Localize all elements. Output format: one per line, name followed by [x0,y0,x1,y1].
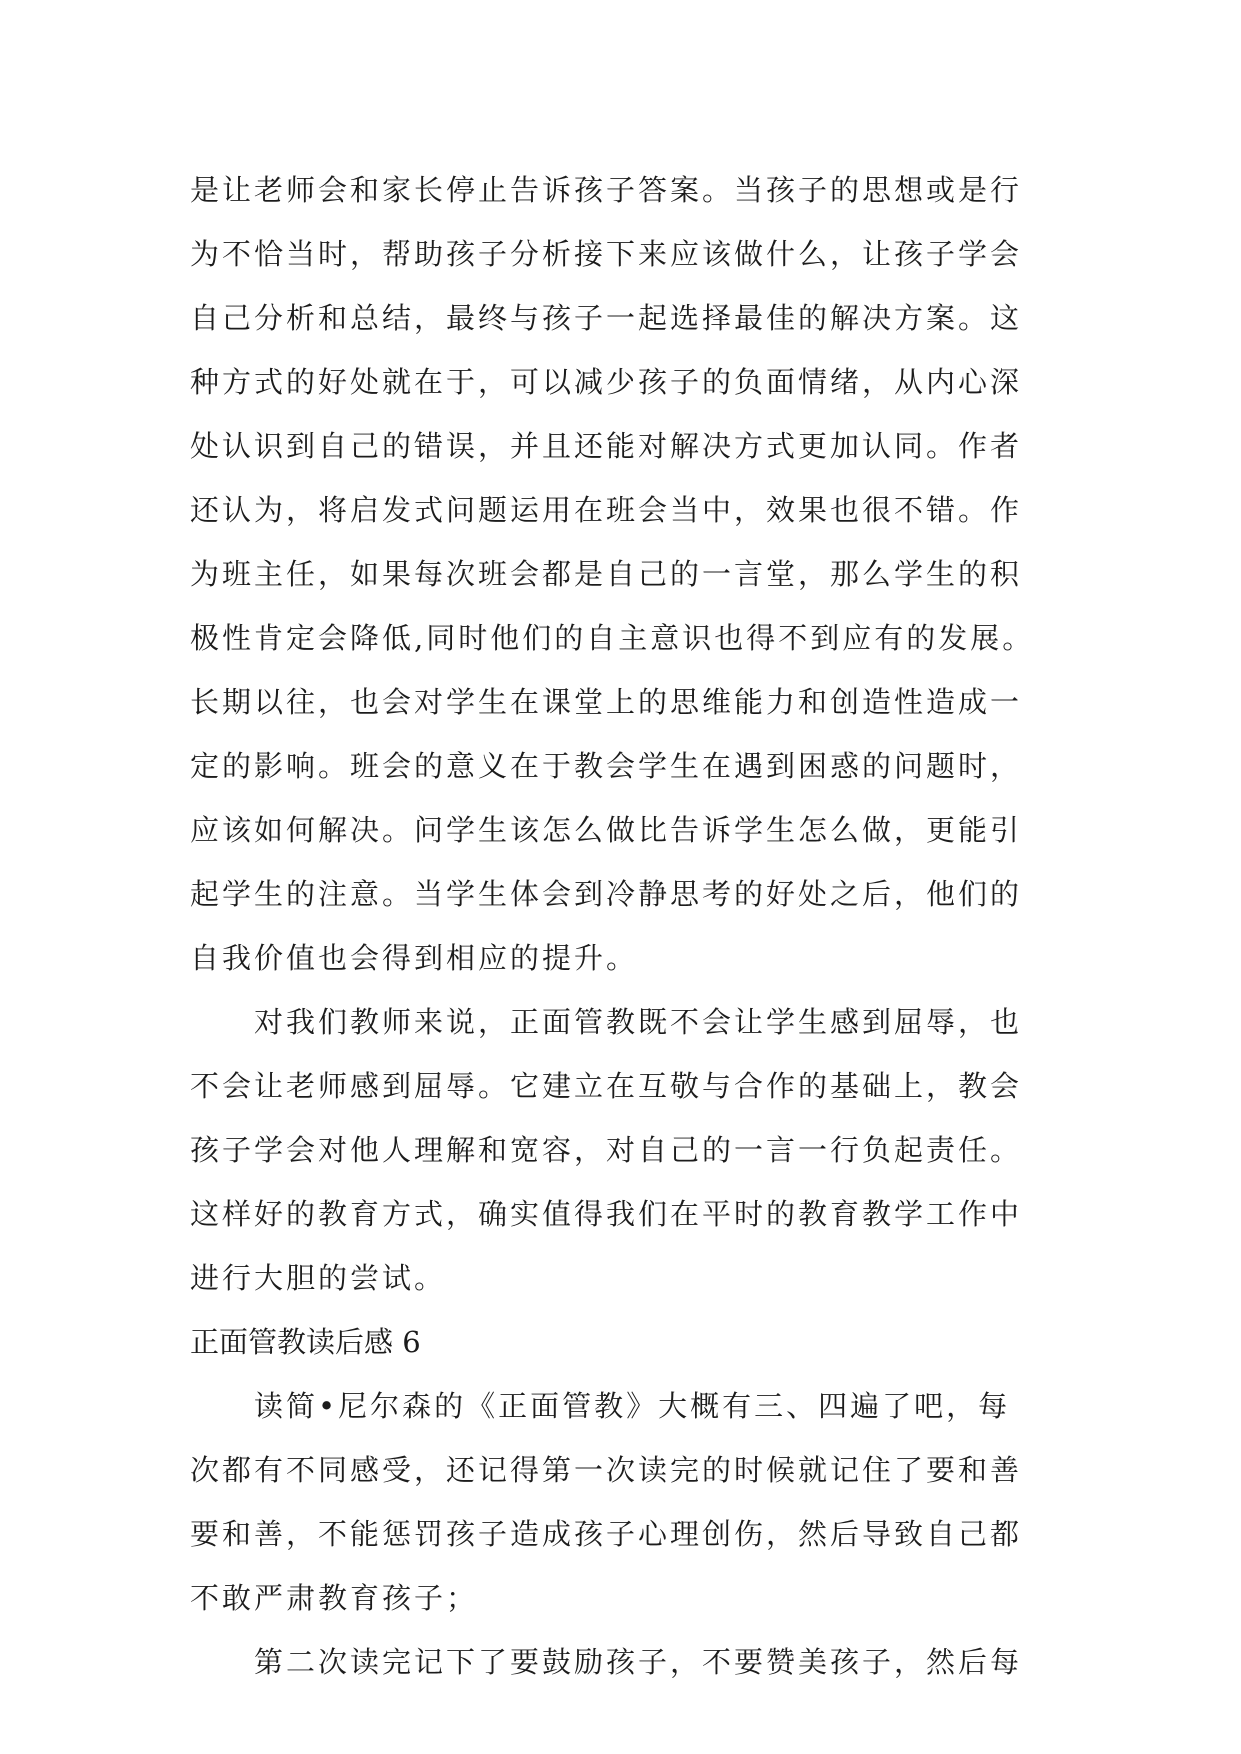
paragraph-first-line: 对我们教师来说，正面管教既不会让学生感到屈辱，也 [254,1005,1023,1039]
text-line: 定的影响。班会的意义在于教会学生在遇到困惑的问题时， [190,749,1023,783]
text-line: 处认识到自己的错误，并且还能对解决方式更加认同。作者 [190,429,1023,463]
text-line: 还认为，将启发式问题运用在班会当中，效果也很不错。作 [190,493,1023,527]
text-line: 这样好的教育方式，确实值得我们在平时的教育教学工作中 [190,1197,1023,1231]
text-line: 极性肯定会降低,同时他们的自主意识也得不到应有的发展。 [190,621,1035,655]
text-line: 为不恰当时，帮助孩子分析接下来应该做什么，让孩子学会 [190,237,1023,271]
text-line: 要和善，不能惩罚孩子造成孩子心理创伤，然后导致自己都 [190,1517,1023,1551]
section-heading: 正面管教读后感 6 [190,1325,421,1359]
text-line: 自己分析和总结，最终与孩子一起选择最佳的解决方案。这 [190,301,1023,335]
text-line: 孩子学会对他人理解和宽容，对自己的一言一行负起责任。 [190,1133,1023,1167]
text-line: 长期以往，也会对学生在课堂上的思维能力和创造性造成一 [190,685,1023,719]
text-line: 为班主任，如果每次班会都是自己的一言堂，那么学生的积 [190,557,1023,591]
document-body [190,158,1070,1694]
text-line: 种方式的好处就在于，可以减少孩子的负面情绪，从内心深 [190,365,1023,399]
text-line: 起学生的注意。当学生体会到冷静思考的好处之后，他们的 [190,877,1023,911]
paragraph-first-line: 第二次读完记下了要鼓励孩子，不要赞美孩子，然后每 [254,1645,1023,1679]
text-line: 进行大胆的尝试。 [190,1261,447,1295]
paragraph-first-line: 读简•尼尔森的《正面管教》大概有三、四遍了吧，每 [254,1389,1011,1423]
text-line: 应该如何解决。问学生该怎么做比告诉学生怎么做，更能引 [190,813,1023,847]
text-line: 自我价值也会得到相应的提升。 [190,941,639,975]
text-line: 不敢严肃教育孩子； [190,1581,479,1615]
text-line: 是让老师会和家长停止告诉孩子答案。当孩子的思想或是行 [190,173,1023,207]
text-line: 不会让老师感到屈辱。它建立在互敬与合作的基础上，教会 [190,1069,1023,1103]
text-line: 次都有不同感受，还记得第一次读完的时候就记住了要和善 [190,1453,1023,1487]
